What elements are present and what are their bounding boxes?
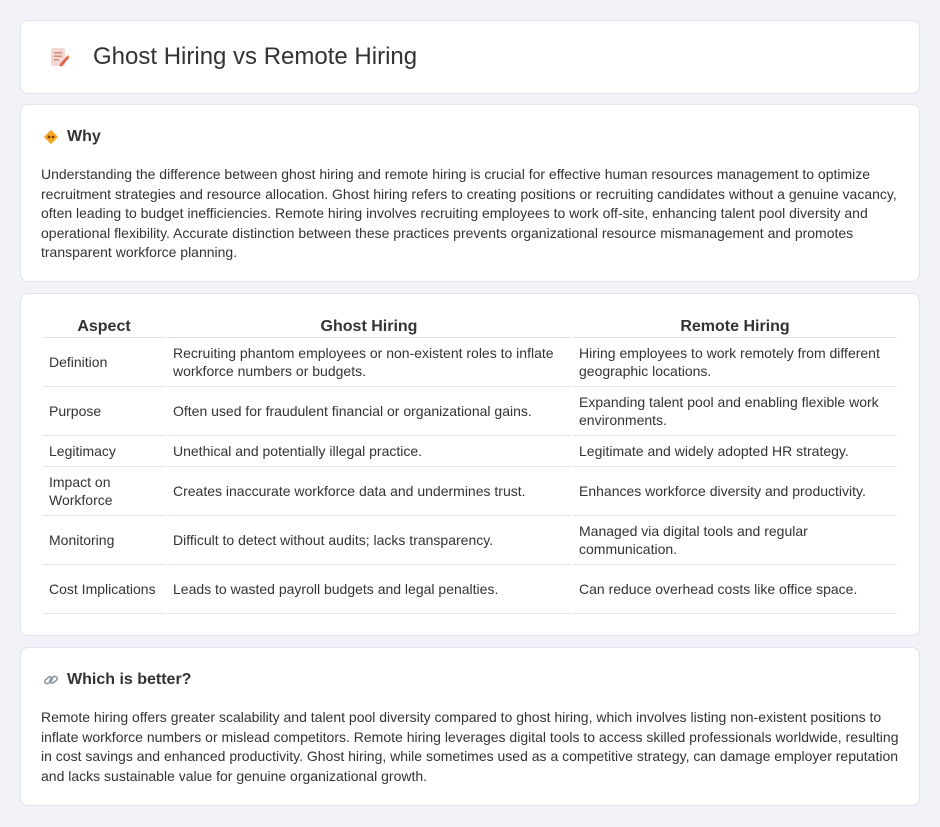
table-cell-aspect: Cost Implications (43, 565, 165, 614)
table-cell-ghost: Leads to wasted payroll budgets and legal penalties. (167, 565, 571, 614)
table-row (43, 565, 897, 614)
table-cell-aspect: Impact on Workforce (43, 467, 165, 516)
better-heading-row (43, 671, 191, 689)
table-cell-remote: Hiring employees to work remotely from different geographic locations. (573, 338, 897, 387)
comparison-table (41, 314, 899, 614)
document-pencil-icon (47, 45, 71, 69)
table-cell-remote: Expanding talent pool and enabling flexible work environments. (573, 387, 897, 436)
better-heading: Which is better? (67, 671, 192, 688)
why-heading: Why (67, 128, 101, 145)
table-cell-remote: Enhances workforce diversity and productivity. (573, 467, 897, 516)
table-cell-aspect: Monitoring (43, 516, 165, 565)
table-header-row (43, 314, 897, 338)
table-row (43, 387, 897, 436)
table-row (43, 467, 897, 516)
table-cell-ghost: Unethical and potentially illegal practice. (167, 436, 571, 467)
header-ghost-hiring: Ghost Hiring (167, 314, 571, 338)
table-cell-ghost: Difficult to detect without audits; lacks transparency. (167, 516, 571, 565)
table-cell-remote: Can reduce overhead costs like office space. (573, 565, 897, 614)
table-cell-ghost: Creates inaccurate workforce data and undermines trust. (167, 467, 571, 516)
why-card (20, 104, 920, 282)
table-row (43, 338, 897, 387)
table-cell-aspect: Definition (43, 338, 165, 387)
why-text: Understanding the difference between ghost hiring and remote hiring is crucial for effective human resources management to optimize recruitment strategies and resource allocation. Ghost hiring refers to creating positions or recruiting candidates without a genuine vacancy, often leading to budget inefficiencies. Remote hiring involves recruiting employees to work off-site, enhancing talent pool diversity and operational flexibility. Accurate distinction between these practices prevents organizational resource mismanagement and promotes transparent workforce planning. (41, 166, 897, 261)
which-is-better-card (20, 647, 920, 806)
table-cell-aspect: Legitimacy (43, 436, 165, 467)
link-icon (43, 672, 59, 688)
why-heading-row (43, 128, 101, 146)
table-row (43, 436, 897, 467)
header-remote-hiring: Remote Hiring (573, 314, 897, 338)
page-title: Ghost Hiring vs Remote Hiring (93, 43, 418, 70)
diamond-sign-icon (43, 129, 59, 145)
better-text: Remote hiring offers greater scalability and talent pool diversity compared to ghost hiring, which involves listing non-existent positions to inflate workforce numbers or mislead competitors. Remote hiring leverages digital tools to access skilled professionals worldwide, resulting in cost savings and enhanced productivity. Ghost hiring, while sometimes used as a competitive strategy, can damage employer reputation and lacks sustainable value for genuine organizational growth. (41, 709, 899, 784)
header-aspect: Aspect (43, 314, 165, 338)
table-cell-ghost: Often used for fraudulent financial or organizational gains. (167, 387, 571, 436)
table-cell-remote: Legitimate and widely adopted HR strategy. (573, 436, 897, 467)
table-cell-aspect: Purpose (43, 387, 165, 436)
table-row (43, 516, 897, 565)
table-cell-ghost: Recruiting phantom employees or non-existent roles to inflate workforce numbers or budgets. (167, 338, 571, 387)
comparison-table-card (20, 293, 920, 636)
title-card (20, 20, 920, 94)
table-cell-remote: Managed via digital tools and regular communication. (573, 516, 897, 565)
